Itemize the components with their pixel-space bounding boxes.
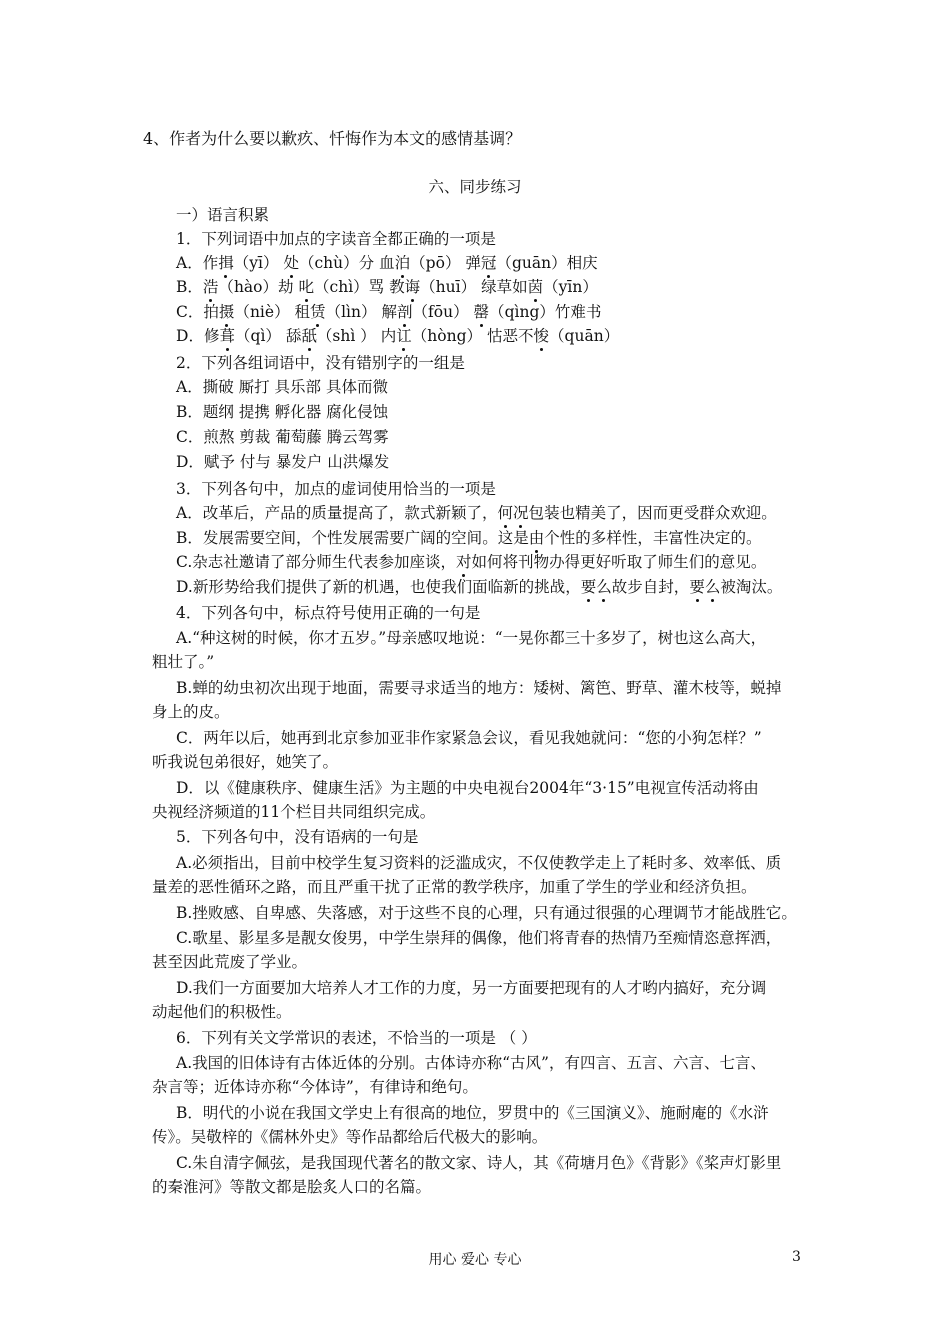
emphasis-char: 舐 [301,327,317,345]
text-line: A．撕破 厮打 具乐部 具体而微 [176,378,388,396]
emphasis-char: 赁 [310,303,326,321]
text-line: C.杂志社邀请了部分师生代表参加座谈，对如何将刊物办得更好听取了师生们的意见。 [176,553,767,571]
emphasis-char: 摄 [218,303,235,321]
emphasis-char: 么 [596,578,612,596]
text-line: C.歌星、影星多是靓女俊男，中学生崇拜的偶像，他们将青春的热情乃至痴情恣意挥洒， [176,929,782,947]
text-line: B．浩（hào）劫 叱（chì）骂 教诲（huī） 绿草如茵（yīn） [176,278,598,296]
text-line: 3．下列各句中，加点的虚词使用恰当的一项是 [176,480,496,498]
text-line: 央视经济频道的11个栏目共同组织完成。 [152,803,436,821]
text-line: 4．下列各句中，标点符号使用正确的一句是 [176,604,481,622]
text-line: 身上的皮。 [152,703,230,721]
emphasis-char: 悛 [533,327,550,345]
text-line: 的秦淮河》等散文都是脍炙人口的名篇。 [152,1178,432,1196]
emphasis-char: 叱 [298,278,314,296]
emphasis-char: 诲 [404,278,421,296]
emphasis-char: 揖 [218,254,234,272]
text-line: 5．下列各句中，没有语病的一句是 [176,828,419,846]
text-line: 量差的恶性循环之路，而且严重干扰了正常的教学秩序，加重了学生的学业和经济负担。 [152,878,757,896]
text-line: A.必须指出，目前中校学生复习资料的泛滥成灾，不仅使教学走上了耗时多、效率低、质 [176,854,782,872]
emphasis-char: 对 [456,553,472,571]
text-line: 杂言等；近体诗亦称“今体诗”，有律诗和绝句。 [152,1078,478,1096]
text-line: 听我说包弟很好，她笑了。 [152,753,339,771]
text-line: D.新形势给我们提供了新的机遇，也使我们面临新的挑战，要么故步自封，要么被淘汰。 [176,578,783,596]
emphasis-char: 处 [283,254,299,272]
emphasis-char: 罄 [473,303,490,321]
text-line: A．改革后，产品的质量提高了，款式新颖了，何况包装也精美了，因而更受群众欢迎。 [176,504,777,522]
text-line: C．两年以后，她再到北京参加亚非作家紧急会议，看见我她就问：“您的小狗怎样？” [176,729,762,747]
text-line: 甚至因此荒废了学业。 [152,953,308,971]
section-title: 六、同步练习 [428,178,522,196]
text-line: D．修葺（qì） 舔舐（shì ） 内讧（hòng） 怙恶不悛（quān） [176,327,620,345]
emphasis-char: 何 [497,504,514,522]
text-line: D.我们一方面要加大培养人才工作的力度，另一方面要把现有的人才哟内搞好，充分调 [176,979,767,997]
question-4: 4、作者为什么要以歉疚、忏悔作为本文的感情基调？ [143,129,522,148]
text-line: C.朱自清字佩弦，是我国现代著名的散文家、诗人，其《荷塘月色》《背影》《桨声灯影里 [176,1154,782,1172]
text-line: 2．下列各组词语中，没有错别字的一组是 [176,354,465,372]
text-line: 粗壮了。” [152,653,215,671]
text-line: 传》。吴敬梓的《儒林外史》等作品都给后代极大的影响。 [152,1128,548,1146]
emphasis-char: 葺 [219,327,235,345]
text-line: C．拍摄（niè） 租赁（lìn） 解剖（fōu） 罄（qìng）竹难书 [176,303,602,321]
page-footer: 用心 爱心 专心 [428,1252,522,1268]
text-line: B.蝉的幼虫初次出现于地面，需要寻求适当的地方：矮树、篱笆、野草、灌木枝等，蜕掉 [176,679,782,697]
text-line: B.挫败感、自卑感、失落感，对于这些不良的心理，只有通过很强的心理调节才能战胜它。 [176,904,797,922]
page-number: 3 [792,1249,801,1265]
emphasis-char: 么 [704,578,721,596]
emphasis-char: 浩 [202,278,219,296]
emphasis-char: 讧 [396,327,412,345]
text-line: A.我国的旧体诗有古体近体的分别。古体诗亦称“古风”，有四言、五言、六言、七言、 [176,1054,766,1072]
text-line: B．明代的小说在我国文学史上有很高的地位，罗贯中的《三国演义》、施耐庵的《水浒 [176,1104,769,1122]
text-line: 6．下列有关文学常识的表述，不恰当的一项是 （ ） [176,1029,537,1047]
text-line: A.“种这树的时候，你才五岁。”母亲感叹地说：“一晃你都三十多岁了，树也这么高大， [176,629,767,647]
text-line: C．煎熬 剪裁 葡萄藤 腾云驾雾 [176,428,389,446]
text-line: 动起他们的积极性。 [152,1003,292,1021]
emphasis-char: 要 [580,578,597,596]
text-line: A．作揖（yī） 处（chù）分 血泊（pō） 弹冠（guān）相庆 [176,254,598,272]
text-line: B．题纲 提携 孵化器 腐化侵蚀 [176,403,389,421]
emphasis-char: 剖 [396,303,413,321]
emphasis-char: 况 [513,504,529,522]
text-line: D．以《健康秩序、健康生活》为主题的中央电视台2004年“3·15”电视宣传活动将由 [176,779,759,797]
text-line: B．发展需要空间，个性发展需要广阔的空间。这是由个性的多样性，丰富性决定的。 [176,529,762,547]
emphasis-char: 泊 [394,254,411,272]
emphasis-char: 要 [689,578,705,596]
emphasis-char: 茵 [527,278,544,296]
text-line: 一）语言积累 [176,206,270,224]
emphasis-char: 冠 [480,254,497,272]
emphasis-char: 由 [528,529,545,547]
text-line: D．赋予 付与 暴发户 山洪爆发 [176,453,390,471]
text-line: 1．下列词语中加点的字读音全都正确的一项是 [176,230,496,248]
